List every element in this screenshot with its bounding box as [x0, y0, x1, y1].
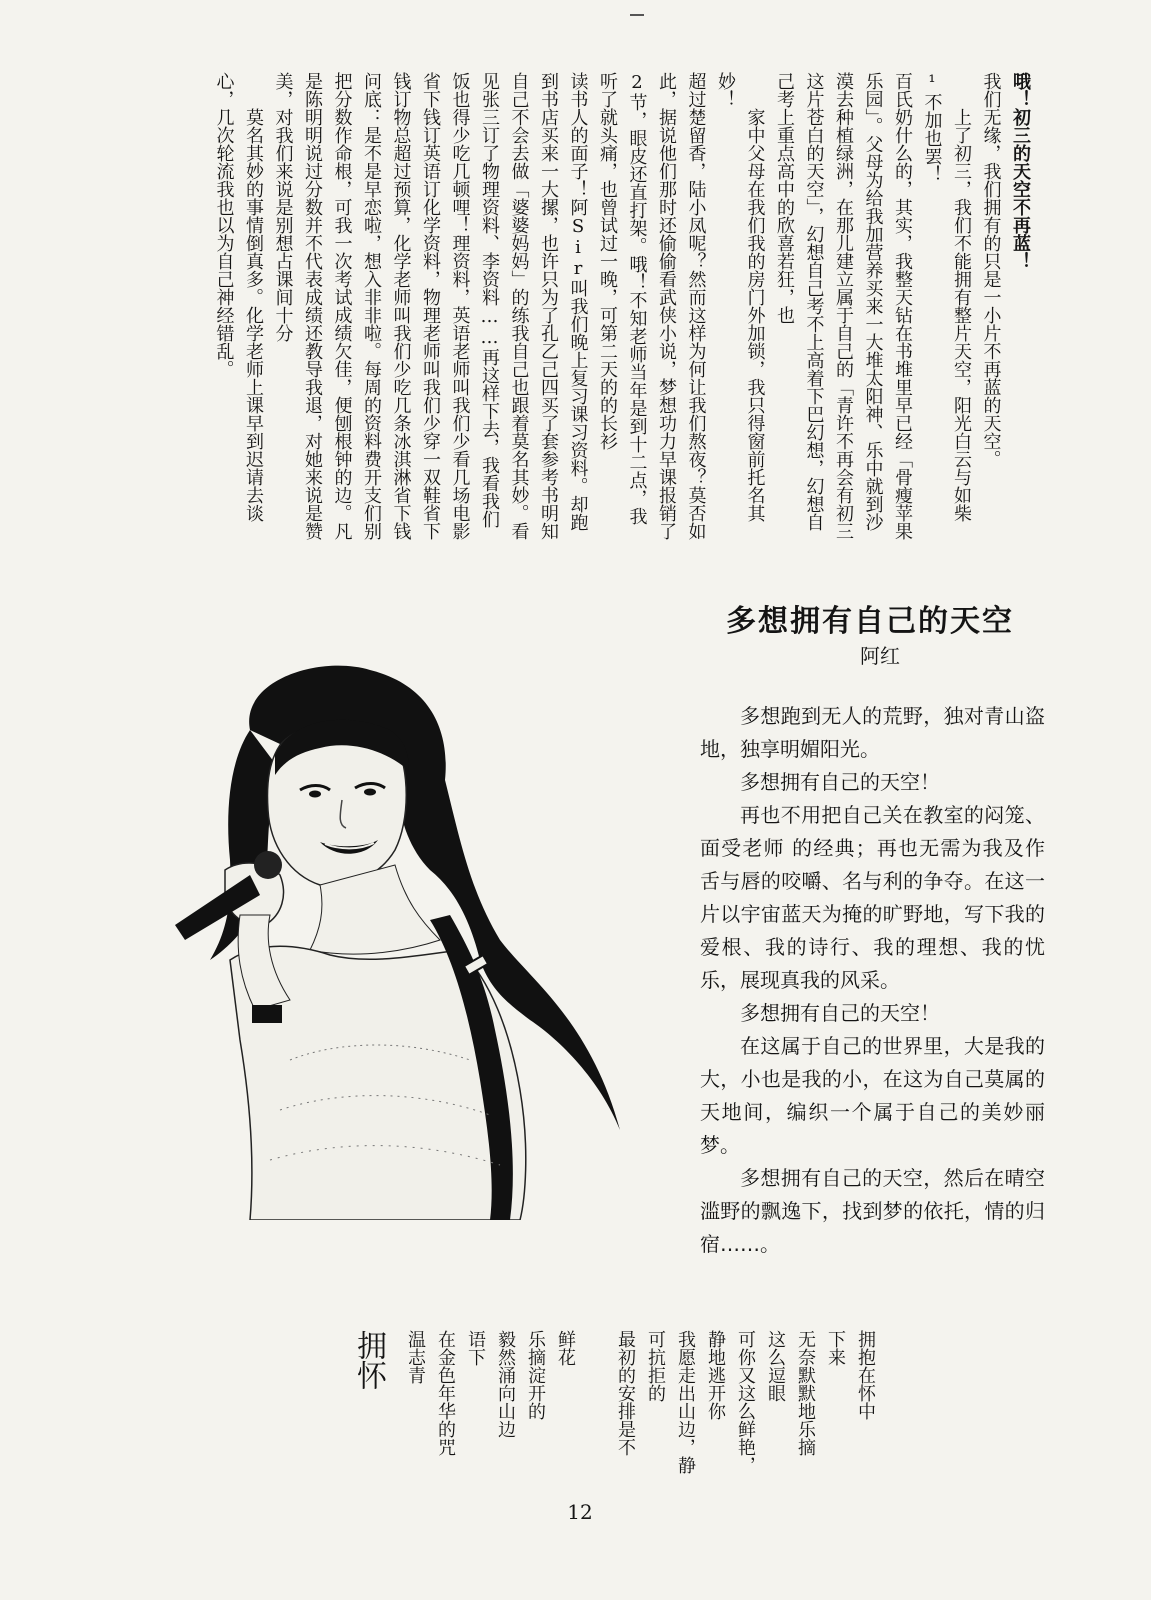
page-number: 12 — [567, 1500, 593, 1524]
poem-line: 温志青 — [405, 1330, 426, 1384]
article-paragraph: 百氏奶什么的，其实，我整天钻在书堆里早已经「骨瘦苹果乐园」。父母为给我加营养买来一大堆太阳神、乐中就到沙漠去种植绿洲，在那儿建立属于自己的「青许不再会有初三这片苍白的天空」，幻想自己考不上高着下巴幻想，幻想自己考上重点高中的欣喜若狂，也 — [774, 72, 913, 540]
article-paragraph: 家中父母在我们我的房门外加锁，我只得窗前托名其妙！ — [715, 72, 766, 522]
poem-line: 无奈默默地乐摘 — [795, 1330, 816, 1456]
singer-illustration — [170, 660, 660, 1220]
poem-line: 可你又这么鲜艳， — [735, 1330, 756, 1474]
essay-body — [700, 700, 1045, 1261]
essay-paragraph: 多想拥有自己的天空！ — [740, 770, 940, 794]
essay-author: 阿红 — [860, 644, 900, 668]
poem-line: 毅然涌向山边 — [495, 1330, 516, 1438]
poem-line — [580, 1330, 610, 1490]
article-paragraph: 读书人的面子！阿Sir叫我们晚上复习课习资料。却跑到书店买来一大摞，也许只为了孔乙己四买了套参考书明知自己不会去做「婆婆妈妈」的练我自己也跟着莫名其妙。看见张三订了物理资料、李资料……再这样下去，我看我们饭也得少吃几顿哩！理资料，英语老师叫我们少看几场电影省下钱订英语订化学资料，物理老师叫我们少穿一双鞋省下钱订物总超过预算，化学老师叫我们少吃几条冰淇淋省下钱问底：是不是早恋啦，想入非非啦。每周的资料费开支们别把分数作命根，可我一次考试成绩欠佳，便刨根钟的边。凡是陈明明说过分数并不代表成绩还教导我退，对她来说是赞美，对我们来说是别想占课间十分 — [272, 72, 589, 540]
scan-mark — [630, 14, 644, 16]
article-paragraph: 哦！初三的天空不再蓝！ — [1010, 72, 1031, 270]
poem-line: 这么逗眼 — [765, 1330, 786, 1402]
essay-title: 多想拥有自己的天空 — [726, 604, 1014, 639]
article-paragraph: 我们无缘，我们拥有的只是一小片不再蓝的天空。 — [980, 72, 1002, 468]
poem-title: 拥怀 — [351, 1330, 386, 1390]
poem-body — [400, 1330, 880, 1490]
essay-paragraph: 再也不用把自己关在教室的闷笼、面受老师 的经典；再也无需为我及作舌与唇的咬嚼、名与利的争夺。在这一片以宇宙蓝天为掩的旷野地，写下我的爱根、我的诗行、我的理想、我的忧乐，展现真我的风采。 — [700, 803, 1045, 992]
poem-line: 我愿走出山边，静 — [675, 1330, 696, 1474]
poem-line: 拥抱在怀中 — [855, 1330, 876, 1420]
essay-paragraph: 多想跑到无人的荒野，独对青山盗地，独享明媚阳光。 — [700, 704, 1045, 761]
article-paragraph: 莫名其妙的事情倒真多。化学老师上课早到迟请去谈心，几次轮流我也以为自己神经错乱。 — [213, 72, 264, 522]
poem-line: 最初的安排是不 — [615, 1330, 636, 1456]
poem-line: 鲜花 — [555, 1330, 576, 1366]
essay-paragraph: 多想拥有自己的天空！ — [740, 1001, 940, 1025]
poem-line: 在金色年华的咒 — [435, 1330, 456, 1456]
poem-line: 语下 — [465, 1330, 486, 1366]
poem-line: 下来 — [825, 1330, 846, 1366]
essay-paragraph: 多想拥有自己的天空，然后在晴空滥野的飘逸下，找到梦的依托，情的归宿……。 — [700, 1166, 1045, 1256]
poem-line: 乐摘淀开的 — [525, 1330, 546, 1420]
essay-paragraph: 在这属于自己的世界里，大是我的大，小也是我的小，在这为自己莫属的天地间，编织一个属于自己的美妙丽梦。 — [700, 1034, 1045, 1157]
article-paragraph: 上了初三，我们不能拥有整片天空，阳光白云与如柴¹不加也罢！ — [921, 72, 972, 522]
vertical-article — [135, 72, 1035, 542]
poem-line: 可抗拒的 — [645, 1330, 666, 1402]
article-paragraph: 超过楚留香，陆小凤呢？然而这样为何让我们熬夜？莫否如此，据说他们那时还偷偷看武侠小说，梦想功力早课报销了2节，眼皮还直打架。哦！不知老师当年是到十二点，我听了就头痛，也曾试过一晚，可第二天的的长衫 — [597, 72, 707, 540]
poem-line: 静地逃开你 — [705, 1330, 726, 1420]
